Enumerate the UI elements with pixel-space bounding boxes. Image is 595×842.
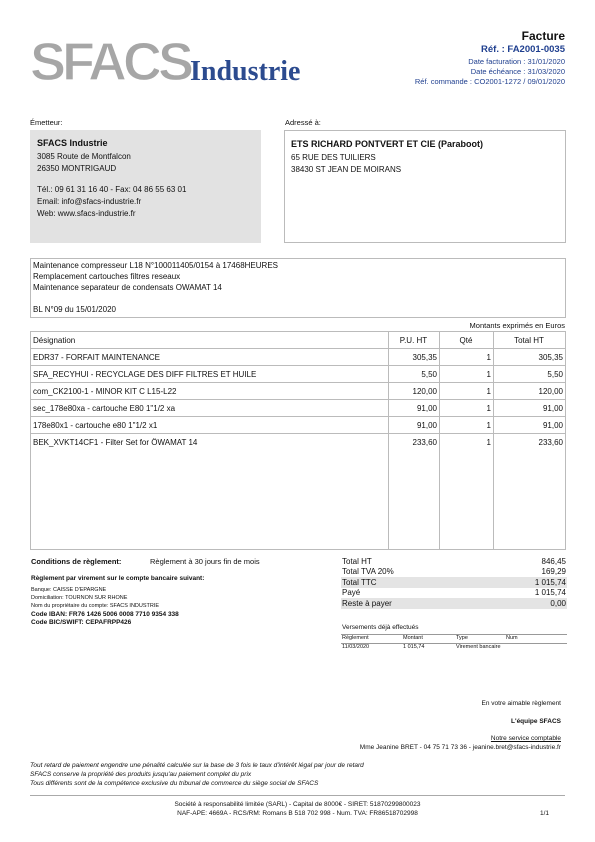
payments-made-table — [341, 634, 567, 652]
company-logo — [30, 30, 320, 90]
table-row — [31, 400, 565, 417]
iban: Code IBAN: FR76 1426 5006 0008 7710 9354 338 — [31, 611, 179, 618]
totals-row — [341, 577, 567, 588]
table-row — [31, 366, 565, 383]
header-quantity: Qté — [459, 335, 473, 345]
table-row — [31, 349, 565, 366]
recipient-label: Adressé à: — [285, 118, 321, 127]
row-designation: sec_178e80xa - cartouche E80 1"1/2 xa — [33, 403, 176, 413]
order-reference: Réf. commande : CO2001-1272 / 09/01/2020 — [414, 77, 565, 86]
invoice-date: Date facturation : 31/01/2020 — [468, 57, 565, 66]
totals-row — [341, 556, 567, 567]
row-total: 120,00 — [538, 386, 563, 396]
totals-value: 1 015,74 — [534, 588, 566, 598]
footer-divider — [30, 795, 565, 796]
table-row — [31, 383, 565, 400]
payments-header-montant: Montant — [403, 635, 423, 641]
totals-label: Total TVA 20% — [342, 567, 394, 577]
emitter-web: Web: www.sfacs-industrie.fr — [37, 209, 136, 218]
legal-line-3: Tous différents sont de la compétence exclusive du tribunal de commerce du siège social de SFACS — [30, 780, 319, 787]
row-total: 233,60 — [538, 437, 563, 447]
payment-type: Virement bancaire — [456, 644, 501, 650]
totals-value: 1 015,74 — [534, 577, 566, 587]
header-designation: Désignation — [33, 335, 76, 345]
logo-industrie-text: Industrie — [190, 56, 301, 87]
payments-header-num: Num — [506, 635, 518, 641]
header-unit-price: P.U. HT — [399, 335, 428, 345]
note-line-2: Remplacement cartouches filtres reseaux — [33, 272, 181, 281]
row-quantity: 1 — [486, 437, 491, 447]
emitter-box — [30, 130, 261, 243]
payments-header-type: Type — [456, 635, 468, 641]
payment-date: 11/03/2020 — [342, 644, 370, 650]
note-line-3: Maintenance separateur de condensats OWAMAT 14 — [33, 283, 222, 292]
row-quantity: 1 — [486, 420, 491, 430]
totals-row — [341, 588, 567, 599]
recipient-address-2: 38430 ST JEAN DE MOIRANS — [291, 165, 402, 174]
recipient-address-1: 65 RUE DES TUILIERS — [291, 153, 376, 162]
totals-row — [341, 567, 567, 578]
currency-note: Montants exprimés en Euros — [469, 321, 565, 330]
row-designation: SFA_RECYHUI - RECYCLAGE DES DIFF FILTRES ET HUILE — [33, 369, 257, 379]
totals-value: 0,00 — [550, 598, 566, 608]
closing-greeting: En votre aimable règlement — [481, 700, 561, 707]
totals-label: Reste à payer — [342, 598, 392, 608]
invoice-note-box — [30, 258, 566, 318]
payments-header-row — [341, 635, 567, 644]
legal-line-1: Tout retard de paiement engendre une pénalité calculée sur la base de 3 fois le taux d'intérêt légal par jour de retard — [30, 762, 364, 769]
page-number: 1/1 — [539, 810, 549, 817]
row-quantity: 1 — [486, 352, 491, 362]
row-total: 91,00 — [542, 403, 563, 413]
recipient-box — [284, 130, 566, 243]
emitter-label: Émetteur: — [30, 118, 63, 127]
totals-value: 846,45 — [541, 556, 566, 566]
header-total: Total HT — [514, 335, 544, 345]
recipient-name: ETS RICHARD PONTVERT ET CIE (Paraboot) — [291, 139, 484, 149]
totals-table — [341, 556, 567, 609]
table-row — [31, 417, 565, 434]
row-total: 91,00 — [542, 420, 563, 430]
row-designation: 178e80x1 - cartouche e80 1"1/2 x1 — [33, 420, 158, 430]
payment-conditions-value: Règlement à 30 jours fin de mois — [150, 557, 260, 566]
due-date: Date échéance : 31/03/2020 — [470, 67, 565, 76]
row-designation: EDR37 - FORFAIT MAINTENANCE — [33, 352, 160, 362]
account-owner: Nom du propriétaire du compte: SFACS INDUSTRIE — [31, 603, 160, 609]
totals-value: 169,29 — [541, 567, 566, 577]
row-unit-price: 305,35 — [412, 352, 437, 362]
row-total: 305,35 — [538, 352, 563, 362]
payment-amount: 1 015,74 — [403, 644, 425, 650]
payments-row — [341, 644, 567, 652]
emitter-address-1: 3085 Route de Montfalcon — [37, 152, 131, 161]
bank-transfer-title: Règlement par virement sur le compte bancaire suivant: — [31, 575, 205, 582]
invoice-lines-table — [30, 331, 566, 550]
row-unit-price: 233,60 — [412, 437, 437, 447]
emitter-address-2: 26350 MONTRIGAUD — [37, 164, 117, 173]
note-line-4: BL N°09 du 15/01/2020 — [33, 305, 116, 314]
row-quantity: 1 — [486, 369, 491, 379]
accounting-service: Notre service comptable — [490, 735, 561, 742]
footer-line-1: Société à responsabilité limitée (SARL) - Capital de 8000€ - SIRET: 51870299800023 — [174, 801, 421, 808]
payments-header-reglement: Règlement — [342, 635, 369, 641]
row-designation: com_CK2100-1 - MINOR KIT C L15-L22 — [33, 386, 177, 396]
totals-label: Total HT — [342, 556, 372, 566]
payment-conditions-label: Conditions de règlement: — [31, 557, 122, 566]
emitter-email: Email: info@sfacs-industrie.fr — [37, 197, 142, 206]
bank-name: Banque: CAISSE D'EPARGNE — [31, 587, 107, 593]
row-total: 5,50 — [547, 369, 563, 379]
note-line-1: Maintenance compresseur L18 N°100011405/0154 à 17468HEURES — [33, 261, 278, 270]
table-row — [31, 434, 565, 451]
row-unit-price: 5,50 — [421, 369, 437, 379]
accounting-contact: Mme Jeanine BRET - 04 75 71 73 36 - jeanine.bret@sfacs-industrie.fr — [359, 744, 561, 751]
legal-notice — [30, 761, 364, 788]
totals-row — [341, 598, 567, 609]
invoice-reference: Réf. : FA2001-0035 — [481, 44, 565, 55]
closing-team: L'équipe SFACS — [511, 718, 561, 725]
row-quantity: 1 — [486, 403, 491, 413]
emitter-name: SFACS Industrie — [37, 138, 108, 148]
bank-domiciliation: Domiciliation: TOURNON SUR RHONE — [31, 595, 128, 601]
payments-made-title: Versements déjà effectués — [342, 624, 419, 631]
legal-line-2: SFACS conserve la propriété des produits jusqu'au paiement complet du prix — [30, 771, 252, 778]
totals-label: Payé — [342, 588, 361, 598]
document-type: Facture — [521, 29, 565, 43]
footer-line-2: NAF-APE: 4669A - RCS/RM: Romans B 518 702 998 - Num. TVA: FR86518702998 — [177, 810, 418, 817]
totals-label: Total TTC — [342, 577, 377, 587]
bic-swift: Code BIC/SWIFT: CEPAFRPP426 — [31, 619, 132, 626]
row-designation: BEK_XVKT14CF1 - Filter Set for ÖWAMAT 14 — [33, 437, 198, 447]
row-unit-price: 120,00 — [412, 386, 437, 396]
row-unit-price: 91,00 — [416, 420, 437, 430]
logo-sfacs-text: SFACS — [30, 32, 191, 90]
table-header-row — [31, 332, 565, 349]
row-quantity: 1 — [486, 386, 491, 396]
emitter-phone: Tél.: 09 61 31 16 40 - Fax: 04 86 55 63 01 — [37, 185, 187, 194]
row-unit-price: 91,00 — [416, 403, 437, 413]
